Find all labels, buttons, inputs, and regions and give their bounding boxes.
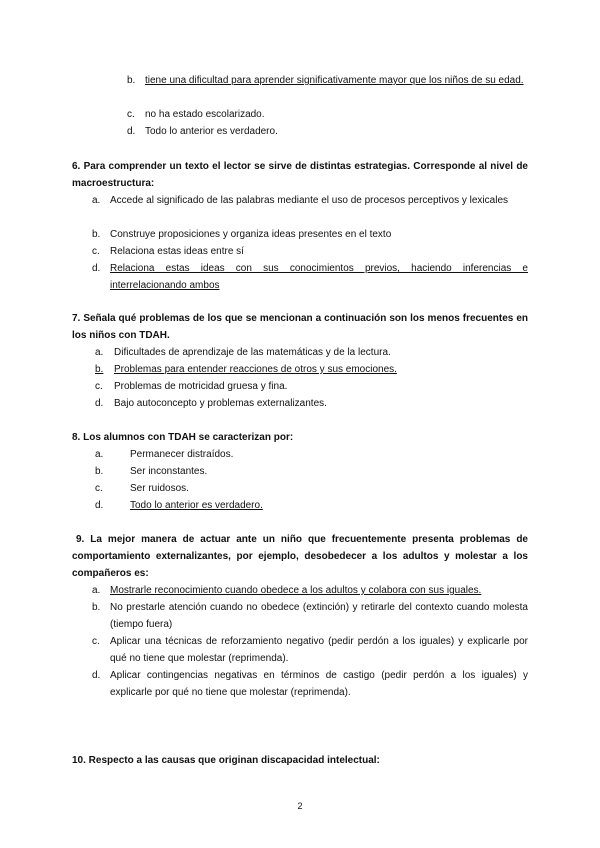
q6-item-c-text: Relaciona estas ideas entre sí xyxy=(110,246,244,257)
q9-item-c-label: c. xyxy=(92,636,100,647)
q8-item-c-label: c. xyxy=(95,483,103,494)
q5-item-b-label: b. xyxy=(127,75,136,86)
q10-question: 10. Respecto a las causas que originan discapacidad intelectual: xyxy=(72,755,380,766)
q6-item-d-text: Relaciona estas ideas con sus conocimientos previos, haciendo inferencias e interrelacionando ambos xyxy=(110,263,528,291)
q6-item-a-label: a. xyxy=(92,195,101,206)
q8-item-a-text: Permanecer distraídos. xyxy=(130,449,234,460)
q7-item-b-label: b. xyxy=(95,364,104,375)
q7-item-c-label: c. xyxy=(95,381,103,392)
q7-item-d-text: Bajo autoconcepto y problemas externalizantes. xyxy=(114,398,327,409)
q9-item-d-label: d. xyxy=(92,670,101,681)
q6-item-a-text: Accede al significado de las palabras mediante el uso de procesos perceptivos y lexicales xyxy=(110,195,509,206)
q9-item-a-text: Mostrarle reconocimiento cuando obedece a los adultos y colabora con sus iguales. xyxy=(110,585,482,596)
q5-item-b-text: tiene una dificultad para aprender significativamente mayor que los niños de su edad. xyxy=(145,75,524,86)
q8-item-b-text: Ser inconstantes. xyxy=(130,466,208,477)
page-number: 2 xyxy=(297,801,303,811)
q5-item-c-text: no ha estado escolarizado. xyxy=(145,109,265,120)
q6-question: 6. Para comprender un texto el lector se sirve de distintas estrategias. Corresponde al nivel de macroestructura: xyxy=(72,161,528,189)
q7-item-a-label: a. xyxy=(95,347,104,358)
q9-item-a-label: a. xyxy=(92,585,101,596)
q7-item-b-text: Problemas para entender reacciones de otros y sus emociones. xyxy=(114,364,397,375)
q8-item-d-label: d. xyxy=(95,500,104,511)
q8-item-c-text: Ser ruidosos. xyxy=(130,483,189,494)
q9-item-c-text: Aplicar una técnicas de reforzamiento negativo (pedir perdón a los iguales) y explicarle por qué no tiene que molestar (reprimenda). xyxy=(110,636,528,664)
q9-item-b-text: No prestarle atención cuando no obedece (extinción) y retirarle del contexto cuando molesta (tiempo fuera) xyxy=(110,602,528,630)
q5-item-c-label: c. xyxy=(127,109,135,120)
q5-item-d-label: d. xyxy=(127,126,136,137)
q8-question: 8. Los alumnos con TDAH se caracterizan por: xyxy=(72,432,294,443)
q5-item-d-text: Todo lo anterior es verdadero. xyxy=(145,126,278,137)
q6-item-c-label: c. xyxy=(92,246,100,257)
q7-item-a-text: Dificultades de aprendizaje de las matemáticas y de la lectura. xyxy=(114,347,391,358)
q8-item-a-label: a. xyxy=(95,449,104,460)
q7-item-d-label: d. xyxy=(95,398,104,409)
q9-item-b-label: b. xyxy=(92,602,101,613)
q9-question: 9. La mejor manera de actuar ante un niño que frecuentemente presenta problemas de comportamiento externalizantes, por ejemplo, desobedecer a los adultos y molestar a los compañeros es: xyxy=(72,534,528,579)
q8-item-d-text: Todo lo anterior es verdadero. xyxy=(130,500,263,511)
q9-item-d-text: Aplicar contingencias negativas en términos de castigo (pedir perdón a los iguales) y explicarle por qué no tiene que molestar (reprimenda). xyxy=(110,670,528,698)
q8-item-b-label: b. xyxy=(95,466,104,477)
q6-item-d-label: d. xyxy=(92,263,101,274)
q7-item-c-text: Problemas de motricidad gruesa y fina. xyxy=(114,381,288,392)
q6-item-b-label: b. xyxy=(92,229,101,240)
q7-question: 7. Señala qué problemas de los que se mencionan a continuación son los menos frecuentes en los niños con TDAH. xyxy=(72,313,528,341)
q6-item-b-text: Construye proposiciones y organiza ideas presentes en el texto xyxy=(110,229,392,240)
